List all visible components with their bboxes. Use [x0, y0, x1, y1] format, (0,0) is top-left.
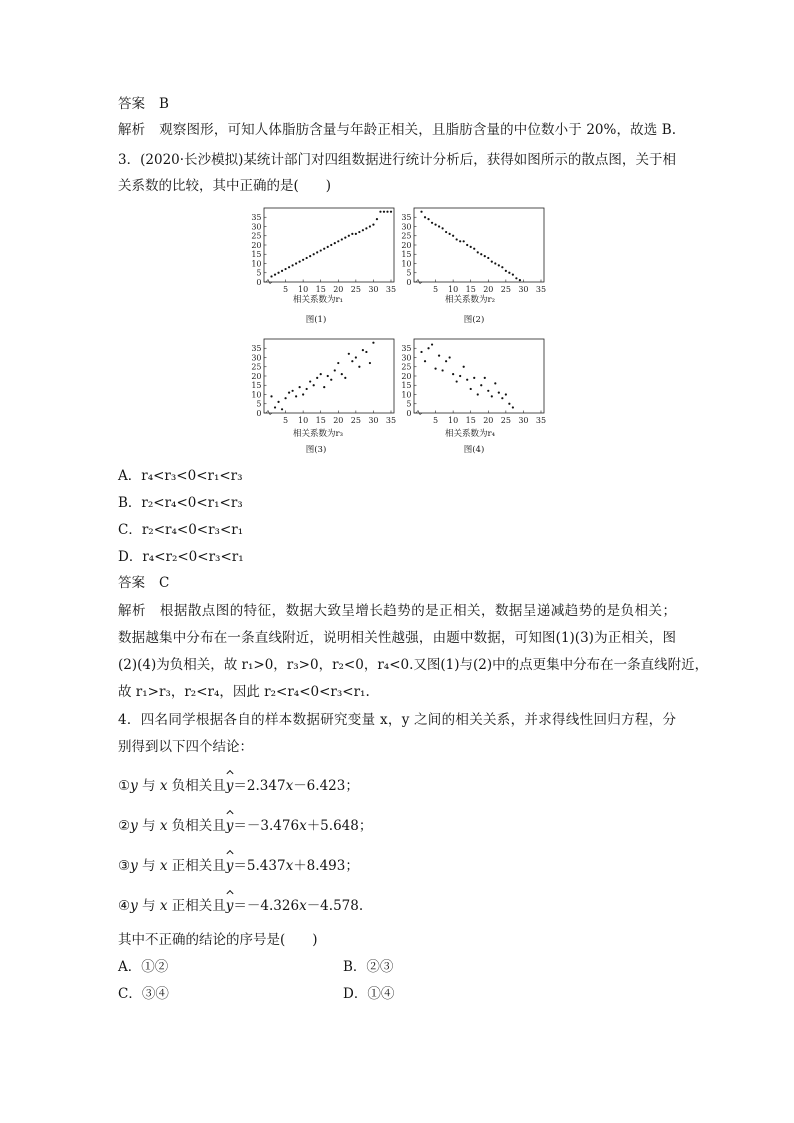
- data-point: [334, 369, 336, 371]
- q3-analysis-line-1: [118, 602, 676, 620]
- data-point: [501, 266, 503, 268]
- data-point: [477, 393, 479, 395]
- q4-stem-line-1: 4．四名同学根据各自的样本数据研究变量 x，y 之间的相关关系，并求得线性回归方程，分: [118, 712, 676, 728]
- data-point: [365, 351, 367, 353]
- q3-option-a: [118, 467, 243, 485]
- data-point: [427, 218, 429, 220]
- plot-3-xlabel: 相关系数为r₃: [293, 429, 343, 439]
- data-point: [295, 262, 297, 264]
- data-point: [323, 386, 325, 388]
- y-tick-label: 0: [256, 277, 262, 287]
- y-tick-label: 10: [251, 259, 262, 269]
- equation-coef: ＝－4.326: [233, 898, 300, 914]
- y-tick-label: 35: [251, 213, 262, 223]
- data-point: [438, 355, 440, 357]
- data-point: [445, 360, 447, 362]
- q3-answer-line: [118, 574, 169, 592]
- y-tick-label: 35: [401, 213, 412, 223]
- option-letter: C．: [118, 986, 142, 1002]
- q3-option-c: [118, 521, 243, 539]
- y-tick-label: 15: [251, 381, 262, 391]
- x-tick-label: 15: [465, 416, 476, 425]
- q4-option-d: [343, 985, 394, 1003]
- x-tick-label: 30: [368, 416, 379, 425]
- data-point: [274, 406, 276, 408]
- data-point: [330, 379, 332, 381]
- analysis-label: 解析: [118, 122, 146, 138]
- analysis-label: 解析: [118, 603, 146, 619]
- data-point: [355, 233, 357, 235]
- y-tick-label: 25: [251, 362, 262, 372]
- data-point: [372, 224, 374, 226]
- axis-break-mark: [416, 411, 422, 415]
- x-tick-label: 25: [350, 285, 361, 294]
- data-point: [480, 384, 482, 386]
- q4-conclusion-2: [118, 817, 372, 835]
- data-point: [466, 244, 468, 246]
- x-tick-label: 5: [283, 416, 289, 425]
- x-tick-label: 10: [448, 285, 459, 294]
- data-point: [284, 397, 286, 399]
- data-point: [270, 395, 272, 397]
- data-point: [494, 382, 496, 384]
- data-point: [386, 211, 388, 213]
- data-point: [452, 373, 454, 375]
- data-point: [299, 386, 301, 388]
- y-tick-label: 0: [406, 277, 412, 287]
- x-tick-label: 30: [518, 285, 529, 294]
- x-tick-label: 15: [465, 285, 476, 294]
- equation-coef: ＝5.437: [233, 858, 286, 874]
- data-point: [442, 227, 444, 229]
- data-point: [306, 388, 308, 390]
- conjunction: 与: [137, 818, 160, 834]
- data-point: [302, 393, 304, 395]
- data-point: [309, 380, 311, 382]
- x-tick-label: 10: [298, 285, 309, 294]
- option-letter: B．: [343, 959, 367, 975]
- data-point: [420, 351, 422, 353]
- variable-x: x: [159, 858, 168, 874]
- x-tick-label: 25: [350, 416, 361, 425]
- conjunction: 与: [137, 778, 160, 794]
- data-point: [442, 369, 444, 371]
- option-letter: C．: [118, 522, 142, 538]
- scatter-plot-1: [243, 205, 403, 300]
- q3-analysis-line-2: 数据越集中分布在一条直线附近，说明相关性越强，由题中数据，可知图(1)(3)为正相关，图: [118, 630, 676, 646]
- data-point: [473, 377, 475, 379]
- option-text: r₂<r₄<0<r₁<r₃: [141, 495, 243, 511]
- conclusion-number: ④: [118, 898, 131, 914]
- data-point: [320, 373, 322, 375]
- data-point: [292, 264, 294, 266]
- x-tick-label: 35: [385, 285, 397, 294]
- data-point: [379, 211, 381, 213]
- y-tick-label: 5: [256, 268, 262, 278]
- data-point: [365, 227, 367, 229]
- answer-value: B: [159, 96, 169, 112]
- x-tick-label: 20: [333, 285, 344, 294]
- data-point: [376, 218, 378, 220]
- data-point: [487, 257, 489, 259]
- data-point: [494, 262, 496, 264]
- y-hat: y: [225, 898, 234, 914]
- option-text: ①②: [141, 959, 169, 975]
- equation-const: ＋8.493；: [293, 858, 359, 874]
- data-point: [351, 360, 353, 362]
- data-point: [323, 248, 325, 250]
- y-tick-label: 25: [401, 362, 412, 372]
- data-point: [424, 216, 426, 218]
- data-point: [320, 249, 322, 251]
- conclusion-number: ①: [118, 778, 131, 794]
- x-tick-label: 5: [433, 416, 439, 425]
- q3-analysis-line-3: (2)(4)为负相关，故 r₁>0，r₃>0，r₂<0，r₄<0.又图(1)与(2)中的点更集中分布在一条直线附近，: [118, 657, 709, 673]
- y-tick-label: 5: [256, 399, 262, 409]
- data-point: [337, 362, 339, 364]
- data-point: [302, 259, 304, 261]
- data-point: [369, 362, 371, 364]
- equation-x: x: [299, 818, 307, 834]
- plot-frame: [414, 208, 544, 282]
- data-point: [484, 255, 486, 257]
- y-tick-label: 10: [251, 390, 262, 400]
- q3-option-d: [118, 548, 244, 566]
- data-point: [508, 403, 510, 405]
- y-tick-label: 20: [251, 240, 262, 250]
- y-tick-label: 25: [251, 231, 262, 241]
- data-point: [341, 373, 343, 375]
- data-point: [508, 272, 510, 274]
- data-point: [470, 388, 472, 390]
- plot-1-caption: 图(1): [305, 315, 327, 325]
- q4-conclusion-3: [118, 857, 359, 875]
- data-point: [362, 229, 364, 231]
- conclusion-number: ③: [118, 858, 131, 874]
- y-hat: y: [225, 858, 234, 874]
- option-text: ①④: [367, 986, 395, 1002]
- conjunction: 与: [137, 858, 160, 874]
- relation-text: 正相关且: [167, 858, 226, 874]
- x-tick-label: 20: [483, 285, 494, 294]
- x-tick-label: 5: [283, 285, 289, 294]
- data-point: [505, 393, 507, 395]
- data-point: [498, 392, 500, 394]
- data-point: [431, 343, 433, 345]
- data-point: [288, 392, 290, 394]
- data-point: [459, 240, 461, 242]
- data-point: [344, 377, 346, 379]
- data-point: [277, 272, 279, 274]
- y-tick-label: 5: [406, 268, 412, 278]
- data-point: [470, 246, 472, 248]
- axis-break-mark: [266, 280, 272, 284]
- x-tick-label: 25: [500, 285, 511, 294]
- y-tick-label: 35: [401, 344, 412, 354]
- equation-const: ＋5.648；: [306, 818, 373, 834]
- data-point: [327, 375, 329, 377]
- axis-break-mark: [416, 280, 422, 284]
- plot-2-caption: 图(2): [463, 315, 485, 325]
- q4-prompt: 其中不正确的结论的序号是( ): [118, 932, 318, 948]
- data-point: [358, 231, 360, 233]
- data-point: [355, 356, 357, 358]
- plot-frame: [414, 339, 544, 413]
- data-point: [292, 390, 294, 392]
- x-tick-label: 20: [333, 416, 344, 425]
- data-point: [420, 211, 422, 213]
- q4-conclusion-4: [118, 897, 363, 915]
- option-letter: A．: [118, 468, 142, 484]
- x-tick-label: 10: [448, 416, 459, 425]
- variable-x: x: [159, 778, 168, 794]
- axis-break-mark: [266, 411, 272, 415]
- q3-option-b: [118, 494, 243, 512]
- variable-y: y: [130, 778, 138, 794]
- answer-label: 答案: [118, 96, 145, 112]
- option-letter: D．: [118, 549, 143, 565]
- data-point: [274, 274, 276, 276]
- data-point: [369, 225, 371, 227]
- option-text: ③④: [141, 986, 169, 1002]
- plot-2-xlabel: 相关系数为r₂: [445, 295, 495, 305]
- conclusion-number: ②: [118, 818, 131, 834]
- answer-label: 答案: [118, 575, 145, 591]
- data-point: [498, 264, 500, 266]
- y-tick-label: 15: [251, 250, 262, 260]
- scatter-plot-2: [393, 205, 553, 300]
- variable-y: y: [130, 898, 138, 914]
- x-tick-label: 35: [385, 416, 397, 425]
- data-point: [459, 375, 461, 377]
- y-tick-label: 15: [401, 381, 412, 391]
- data-point: [306, 257, 308, 259]
- data-point: [337, 240, 339, 242]
- conjunction: 与: [137, 898, 160, 914]
- data-point: [284, 268, 286, 270]
- equation-x: x: [285, 858, 294, 874]
- equation-const: －4.578.: [306, 898, 364, 914]
- equation-coef: ＝2.347: [233, 778, 286, 794]
- y-tick-label: 30: [251, 353, 262, 363]
- data-point: [281, 270, 283, 272]
- data-point: [334, 242, 336, 244]
- data-point: [515, 277, 517, 279]
- data-point: [344, 237, 346, 239]
- data-point: [466, 379, 468, 381]
- data-point: [512, 406, 514, 408]
- data-point: [484, 377, 486, 379]
- data-point: [501, 397, 503, 399]
- data-point: [383, 211, 385, 213]
- variable-x: x: [159, 818, 168, 834]
- data-point: [427, 347, 429, 349]
- data-point: [270, 275, 272, 277]
- plot-3-caption: 图(3): [305, 445, 327, 455]
- data-point: [491, 261, 493, 263]
- data-point: [519, 279, 521, 281]
- data-point: [309, 255, 311, 257]
- y-tick-label: 20: [401, 240, 412, 250]
- data-point: [316, 377, 318, 379]
- data-point: [434, 224, 436, 226]
- option-letter: A．: [118, 959, 142, 975]
- answer-value: C: [159, 575, 170, 591]
- plot-4-xlabel: 相关系数为r₄: [445, 429, 495, 439]
- x-tick-label: 5: [433, 285, 439, 294]
- data-point: [424, 360, 426, 362]
- plot-4-caption: 图(4): [463, 445, 485, 455]
- y-tick-label: 30: [401, 222, 412, 232]
- relation-text: 负相关且: [167, 778, 226, 794]
- data-point: [445, 231, 447, 233]
- data-point: [327, 246, 329, 248]
- data-point: [358, 366, 360, 368]
- data-point: [449, 356, 451, 358]
- data-point: [281, 408, 283, 410]
- data-point: [477, 251, 479, 253]
- option-text: r₂<r₄<0<r₃<r₁: [141, 522, 244, 538]
- analysis-text: 根据散点图的特征，数据大致呈增长趋势的是正相关，数据呈递减趋势的是负相关；: [159, 603, 676, 619]
- plot-1-xlabel: 相关系数为r₁: [293, 295, 343, 305]
- data-point: [456, 380, 458, 382]
- equation-coef: ＝－3.476: [233, 818, 300, 834]
- q3-stem-line-2: 关系数的比较，其中正确的是( ): [118, 178, 332, 194]
- data-point: [277, 401, 279, 403]
- y-tick-label: 10: [401, 390, 412, 400]
- analysis-text: 观察图形，可知人体脂肪含量与年龄正相关，且脂肪含量的中位数小于 20%，故选 B.: [159, 122, 677, 138]
- data-point: [487, 390, 489, 392]
- y-hat: y: [225, 818, 234, 834]
- y-tick-label: 30: [401, 353, 412, 363]
- equation-x: x: [285, 778, 294, 794]
- y-tick-label: 35: [251, 344, 262, 354]
- q4-stem-line-2: 别得到以下四个结论：: [118, 739, 253, 755]
- y-tick-label: 0: [256, 408, 262, 418]
- option-text: r₄<r₂<0<r₃<r₁: [142, 549, 244, 565]
- data-point: [390, 211, 392, 213]
- x-tick-label: 15: [315, 416, 326, 425]
- x-tick-label: 30: [518, 416, 529, 425]
- data-point: [372, 342, 374, 344]
- option-text: r₄<r₃<0<r₁<r₃: [141, 468, 243, 484]
- scatter-plot-4: [393, 336, 553, 431]
- y-hat: y: [225, 778, 234, 794]
- data-point: [431, 222, 433, 224]
- x-tick-label: 25: [500, 416, 511, 425]
- y-tick-label: 5: [406, 399, 412, 409]
- data-point: [491, 395, 493, 397]
- equation-const: －6.423；: [293, 778, 359, 794]
- data-point: [348, 235, 350, 237]
- data-point: [438, 225, 440, 227]
- x-tick-label: 35: [535, 285, 547, 294]
- plot-frame: [264, 208, 394, 282]
- data-point: [463, 366, 465, 368]
- data-point: [456, 238, 458, 240]
- option-text: ②③: [366, 959, 394, 975]
- data-point: [463, 240, 465, 242]
- variable-y: y: [130, 858, 138, 874]
- data-point: [434, 368, 436, 370]
- x-tick-label: 30: [368, 285, 379, 294]
- data-point: [512, 274, 514, 276]
- data-point: [505, 270, 507, 272]
- y-tick-label: 20: [251, 371, 262, 381]
- y-tick-label: 20: [401, 371, 412, 381]
- plot-frame: [264, 339, 394, 413]
- data-point: [330, 244, 332, 246]
- x-tick-label: 35: [535, 416, 547, 425]
- q3-stem-line-1: 3．(2020·长沙模拟)某统计部门对四组数据进行统计分析后，获得如图所示的散点图，关于相: [118, 152, 676, 168]
- equation-x: x: [299, 898, 307, 914]
- data-point: [341, 238, 343, 240]
- y-tick-label: 30: [251, 222, 262, 232]
- x-tick-label: 20: [483, 416, 494, 425]
- q4-option-a: [118, 958, 168, 976]
- data-point: [452, 235, 454, 237]
- data-point: [295, 395, 297, 397]
- data-point: [351, 233, 353, 235]
- q4-conclusion-1: [118, 777, 359, 795]
- q4-option-b: [343, 958, 393, 976]
- q4-option-c: [118, 985, 169, 1003]
- option-letter: B．: [118, 495, 142, 511]
- relation-text: 正相关且: [167, 898, 226, 914]
- data-point: [316, 251, 318, 253]
- data-point: [362, 349, 364, 351]
- y-tick-label: 25: [401, 231, 412, 241]
- scatter-plot-3: [243, 336, 403, 431]
- y-tick-label: 10: [401, 259, 412, 269]
- data-point: [449, 233, 451, 235]
- data-point: [288, 266, 290, 268]
- data-point: [313, 253, 315, 255]
- y-tick-label: 15: [401, 250, 412, 260]
- variable-y: y: [130, 818, 138, 834]
- data-point: [473, 248, 475, 250]
- x-tick-label: 10: [298, 416, 309, 425]
- data-point: [313, 384, 315, 386]
- y-tick-label: 0: [406, 408, 412, 418]
- x-tick-label: 15: [315, 285, 326, 294]
- variable-x: x: [159, 898, 168, 914]
- relation-text: 负相关且: [167, 818, 226, 834]
- option-letter: D．: [343, 986, 368, 1002]
- data-point: [299, 261, 301, 263]
- data-point: [480, 253, 482, 255]
- q2-answer-line: [118, 95, 169, 113]
- q3-analysis-line-4: 故 r₁>r₃，r₂<r₄，因此 r₂<r₄<0<r₃<r₁.: [118, 684, 370, 700]
- data-point: [348, 353, 350, 355]
- q2-analysis-line: [118, 121, 676, 139]
